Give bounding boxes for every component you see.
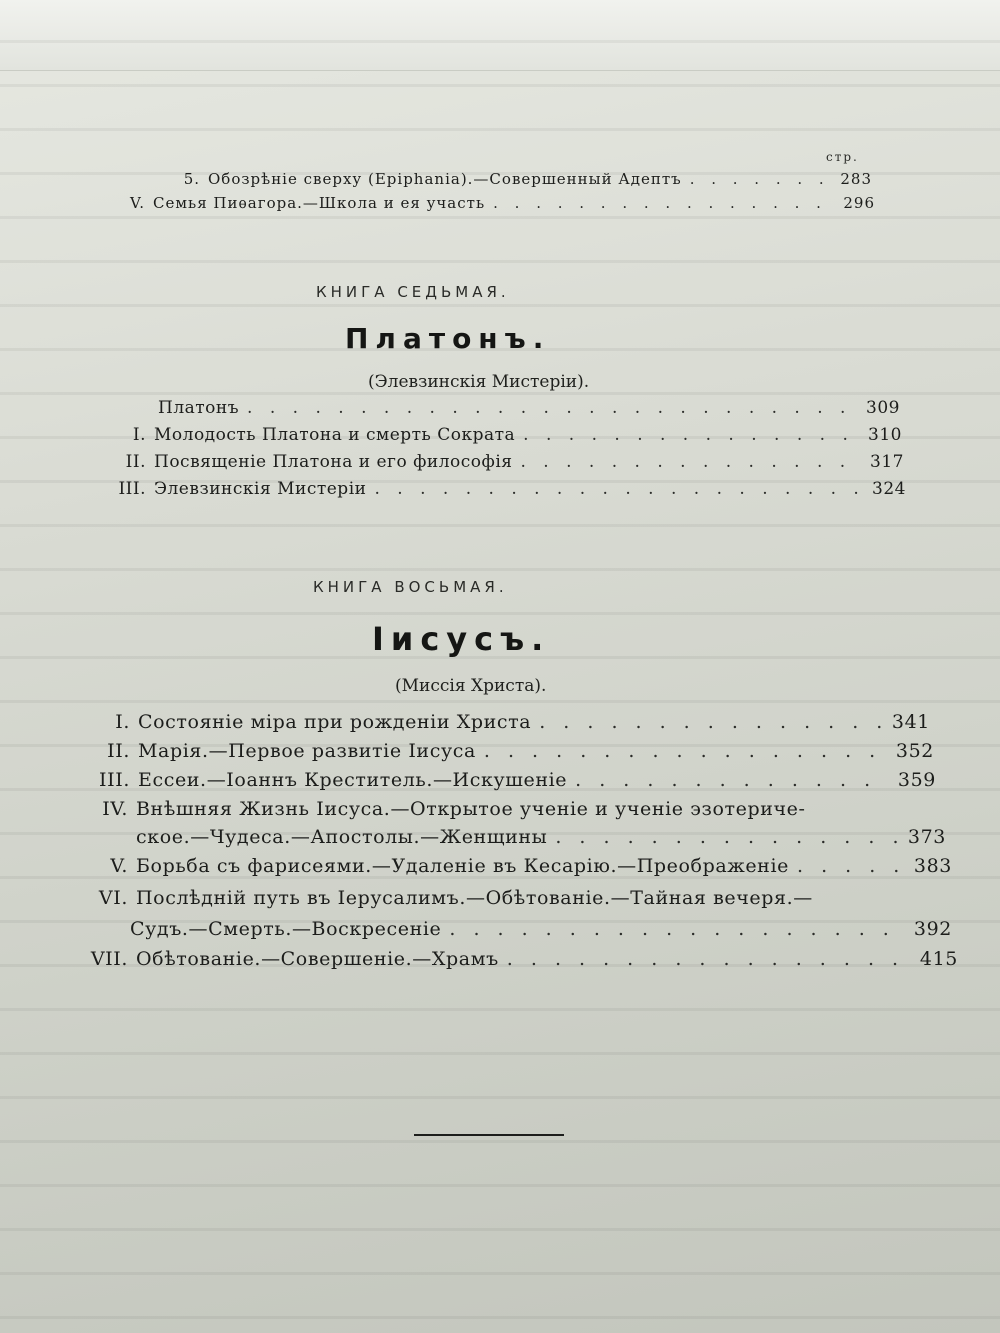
entry-page: 309	[866, 398, 900, 418]
toc-entry	[100, 425, 902, 445]
entry-page: 359	[897, 769, 936, 791]
entry-page: 341	[891, 711, 930, 733]
toc-entry	[98, 479, 906, 499]
entry-page: 317	[870, 452, 904, 472]
book-seven-title: Платонъ.	[345, 322, 551, 355]
toc-entry-first-line	[64, 887, 954, 909]
entry-page: 310	[868, 425, 902, 445]
entry-text: Ессеи.—Іоаннъ Креститель.—Искушеніе	[138, 769, 568, 791]
entry-text: Элевзинскія Мистеріи	[154, 479, 367, 499]
entry-text: Молодость Платона и смерть Сократа	[154, 425, 516, 445]
leader-dots	[493, 194, 827, 212]
toc-entry-first-line	[74, 798, 944, 820]
entry-page: 296	[843, 194, 875, 212]
book-seven-subtitle: (Элевзинскія Мистеріи).	[368, 372, 590, 392]
leader-dots	[484, 740, 886, 762]
entry-number: V.	[130, 194, 145, 212]
leader-dots	[520, 452, 856, 472]
toc-entry	[105, 194, 875, 212]
book-eight-subtitle: (Миссія Христа).	[395, 676, 547, 696]
page-column-label: стр.	[826, 150, 859, 164]
leader-dots	[690, 170, 824, 188]
leader-dots	[539, 711, 882, 733]
entry-number: III.	[99, 769, 130, 791]
entry-number: II.	[125, 452, 146, 472]
entry-page: 392	[913, 918, 952, 940]
entry-text: Послѣдній путь въ Іерусалимъ.—Обѣтованіе.—Тайная вечеря.—	[136, 887, 813, 909]
entry-number: I.	[115, 711, 130, 733]
toc-entry	[82, 740, 934, 762]
toc-entry	[60, 948, 958, 970]
leader-dots	[555, 826, 898, 848]
entry-page: 283	[840, 170, 872, 188]
entry-number: I.	[132, 425, 146, 445]
entry-number: V.	[110, 855, 128, 877]
entry-text: Состояніе міра при рожденіи Христа	[138, 711, 532, 733]
entry-page: 373	[907, 826, 946, 848]
book-eight-label: КНИГА ВОСЬМАЯ.	[313, 578, 508, 596]
entry-text: Внѣшняя Жизнь Іисуса.—Открытое ученіе и ученіе эзотериче-	[136, 798, 806, 820]
entry-text: Обѣтованіе.—Совершеніе.—Храмъ	[136, 948, 499, 970]
leader-dots	[507, 948, 910, 970]
toc-entry-continuation	[130, 918, 952, 940]
leader-dots	[374, 479, 858, 499]
entry-text: Семья Пиѳагора.—Школа и ея участь	[153, 194, 486, 212]
toc-entry-continuation	[136, 826, 946, 848]
entry-text-continuation: Судъ.—Смерть.—Воскресеніе	[130, 918, 442, 940]
entry-number: II.	[107, 740, 130, 762]
leader-dots	[247, 398, 852, 418]
entry-page: 352	[895, 740, 934, 762]
toc-entry	[110, 398, 900, 418]
page-top-edge	[0, 0, 1000, 71]
leader-dots	[797, 855, 904, 877]
entry-number: IV.	[102, 798, 128, 820]
entry-text: Обозрѣніе сверху (Epiphania).—Совершенный Адептъ	[208, 170, 682, 188]
entry-number: VII.	[90, 948, 128, 970]
entry-text: Борьба съ фарисеями.—Удаленіе въ Кесарію.—Преображеніе	[136, 855, 789, 877]
section-divider	[414, 1134, 564, 1136]
entry-text: Посвященіе Платона и его философія	[154, 452, 513, 472]
toc-entry	[150, 170, 872, 188]
toc-entry	[70, 855, 952, 877]
entry-text-continuation: ское.—Чудеса.—Апостолы.—Женщины	[136, 826, 548, 848]
leader-dots	[449, 918, 904, 940]
entry-number: III.	[118, 479, 146, 499]
book-eight-title: Іисусъ.	[372, 620, 551, 658]
leader-dots	[575, 769, 888, 791]
entry-page: 415	[919, 948, 958, 970]
entry-page: 324	[872, 479, 906, 499]
toc-entry	[78, 769, 936, 791]
entry-text: Марія.—Первое развитіе Іисуса	[138, 740, 476, 762]
toc-entry	[90, 711, 930, 733]
toc-entry	[100, 452, 904, 472]
entry-text: Платонъ	[158, 398, 240, 418]
entry-number: 5.	[183, 170, 200, 188]
leader-dots	[523, 425, 854, 445]
book-seven-label: КНИГА СЕДЬМАЯ.	[316, 283, 510, 301]
entry-page: 383	[913, 855, 952, 877]
entry-number: VI.	[98, 887, 128, 909]
